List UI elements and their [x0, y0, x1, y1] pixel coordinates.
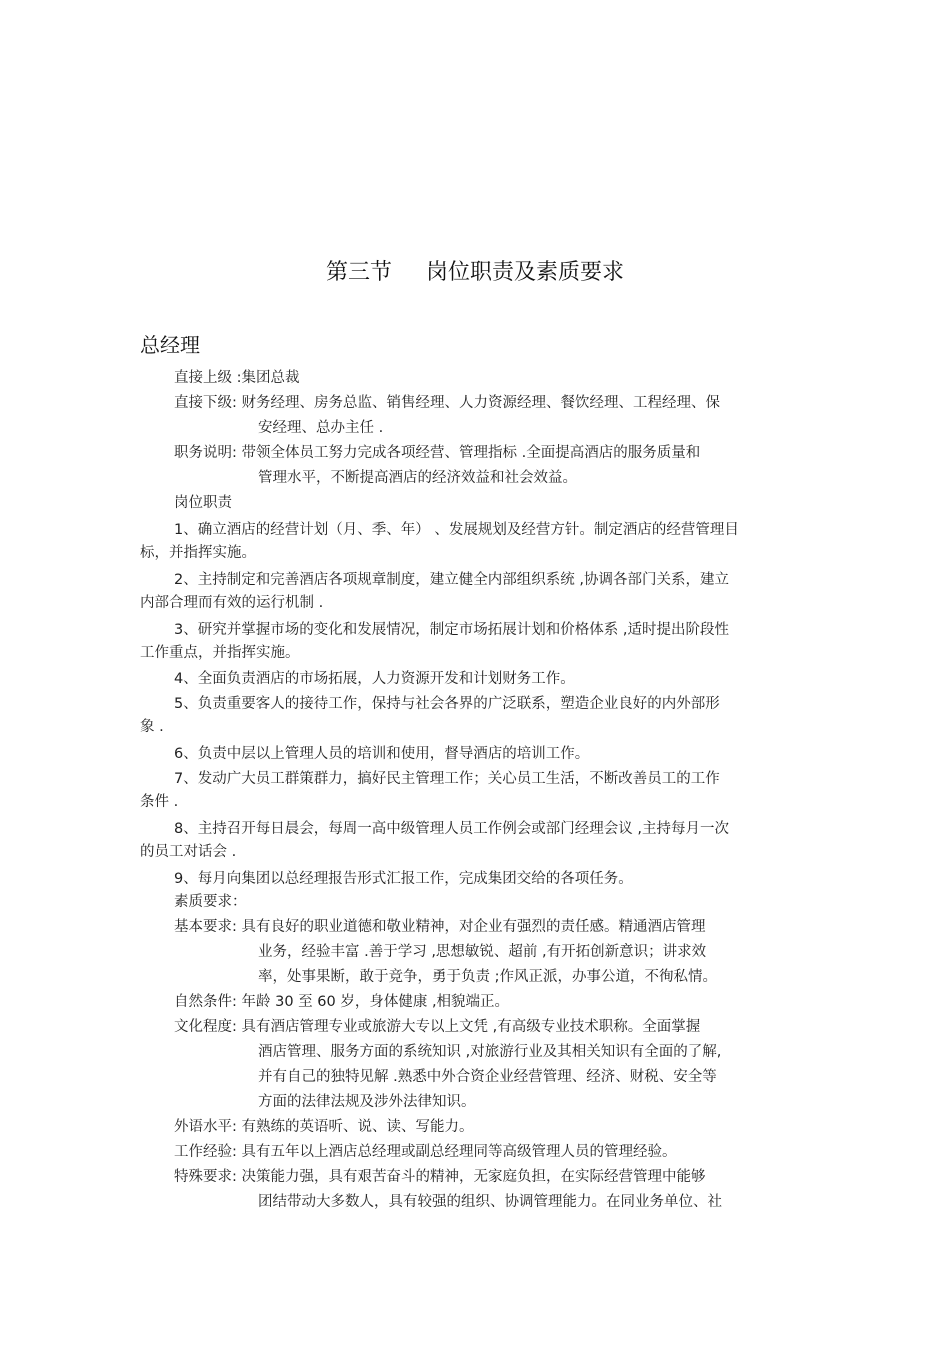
- duty-7-cont: 条件 .: [140, 794, 179, 810]
- direct-superior: 直接上级 :集团总裁: [174, 370, 300, 386]
- special-requirements: 特殊要求: 决策能力强，具有艰苦奋斗的精神，无家庭负担，在实际经营管理中能够: [174, 1169, 706, 1185]
- job-description-cont: 管理水平，不断提高酒店的经济效益和社会效益。: [258, 470, 577, 486]
- special-requirements-cont: 团结带动大多数人，具有较强的组织、协调管理能力。在同业务单位、社: [258, 1194, 722, 1210]
- foreign-language: 外语水平: 有熟练的英语听、说、读、写能力。: [174, 1119, 474, 1135]
- direct-subordinates-cont: 安经理、总办主任 .: [258, 420, 384, 436]
- direct-subordinates: 直接下级: 财务经理、房务总监、销售经理、人力资源经理、餐饮经理、工程经理、保: [174, 395, 720, 411]
- duty-5: 5、负责重要客人的接待工作，保持与社会各界的广泛联系，塑造企业良好的内外部形: [174, 696, 720, 712]
- duty-8-cont: 的员工对话会 .: [140, 844, 237, 860]
- duty-5-cont: 象 .: [140, 719, 164, 735]
- education-level-cont-1: 酒店管理、服务方面的系统知识 ,对旅游行业及其相关知识有全面的了解,: [258, 1044, 722, 1060]
- duty-1: 1、确立酒店的经营计划（月、季、年） 、发展规划及经营方针。制定酒店的经营管理目: [174, 522, 739, 538]
- duty-3-cont: 工作重点，并指挥实施。: [140, 645, 300, 661]
- education-level: 文化程度: 具有酒店管理专业或旅游大专以上文凭 ,有高级专业技术职称。全面掌握: [174, 1019, 701, 1035]
- section-name: 岗位职责及素质要求: [426, 260, 625, 285]
- duty-3: 3、研究并掌握市场的变化和发展情况，制定市场拓展计划和价格体系 ,适时提出阶段性: [174, 622, 729, 638]
- duty-7: 7、发动广大员工群策群力，搞好民主管理工作；关心员工生活，不断改善员工的工作: [174, 771, 720, 787]
- education-level-cont-2: 并有自己的独特见解 .熟悉中外合资企业经营管理、经济、财税、安全等: [258, 1069, 717, 1085]
- duty-1-cont: 标，并指挥实施。: [140, 545, 256, 561]
- duties-heading: 岗位职责: [174, 495, 232, 511]
- section-title: [0, 258, 950, 288]
- work-experience: 工作经验: 具有五年以上酒店总经理或副总经理同等高级管理人员的管理经验。: [174, 1144, 677, 1160]
- basic-requirements-cont-2: 率，处事果断，敢于竞争，勇于负责 ;作风正派，办事公道，不徇私情。: [258, 969, 717, 985]
- duty-9: 9、每月向集团以总经理报告形式汇报工作，完成集团交给的各项任务。: [174, 871, 633, 887]
- position-title: 总经理: [140, 333, 200, 357]
- quality-heading: 素质要求：: [174, 894, 247, 910]
- basic-requirements-cont-1: 业务，经验丰富 .善于学习 ,思想敏锐、超前 ,有开拓创新意识；讲求效: [258, 944, 707, 960]
- duty-2: 2、主持制定和完善酒店各项规章制度，建立健全内部组织系统 ,协调各部门关系，建立: [174, 572, 729, 588]
- education-level-cont-3: 方面的法律法规及涉外法律知识。: [258, 1094, 476, 1110]
- duty-6: 6、负责中层以上管理人员的培训和使用，督导酒店的培训工作。: [174, 746, 590, 762]
- duty-2-cont: 内部合理而有效的运行机制 .: [140, 595, 324, 611]
- duty-4: 4、全面负责酒店的市场拓展，人力资源开发和计划财务工作。: [174, 671, 575, 687]
- natural-conditions: 自然条件: 年龄 30 至 60 岁，身体健康 ,相貌端正。: [174, 994, 510, 1010]
- section-number: 第三节: [325, 260, 392, 285]
- basic-requirements: 基本要求: 具有良好的职业道德和敬业精神，对企业有强烈的责任感。精通酒店管理: [174, 919, 706, 935]
- job-description: 职务说明: 带领全体员工努力完成各项经营、管理指标 .全面提高酒店的服务质量和: [174, 445, 701, 461]
- duty-8: 8、主持召开每日晨会，每周一高中级管理人员工作例会或部门经理会议 ,主持每月一次: [174, 821, 729, 837]
